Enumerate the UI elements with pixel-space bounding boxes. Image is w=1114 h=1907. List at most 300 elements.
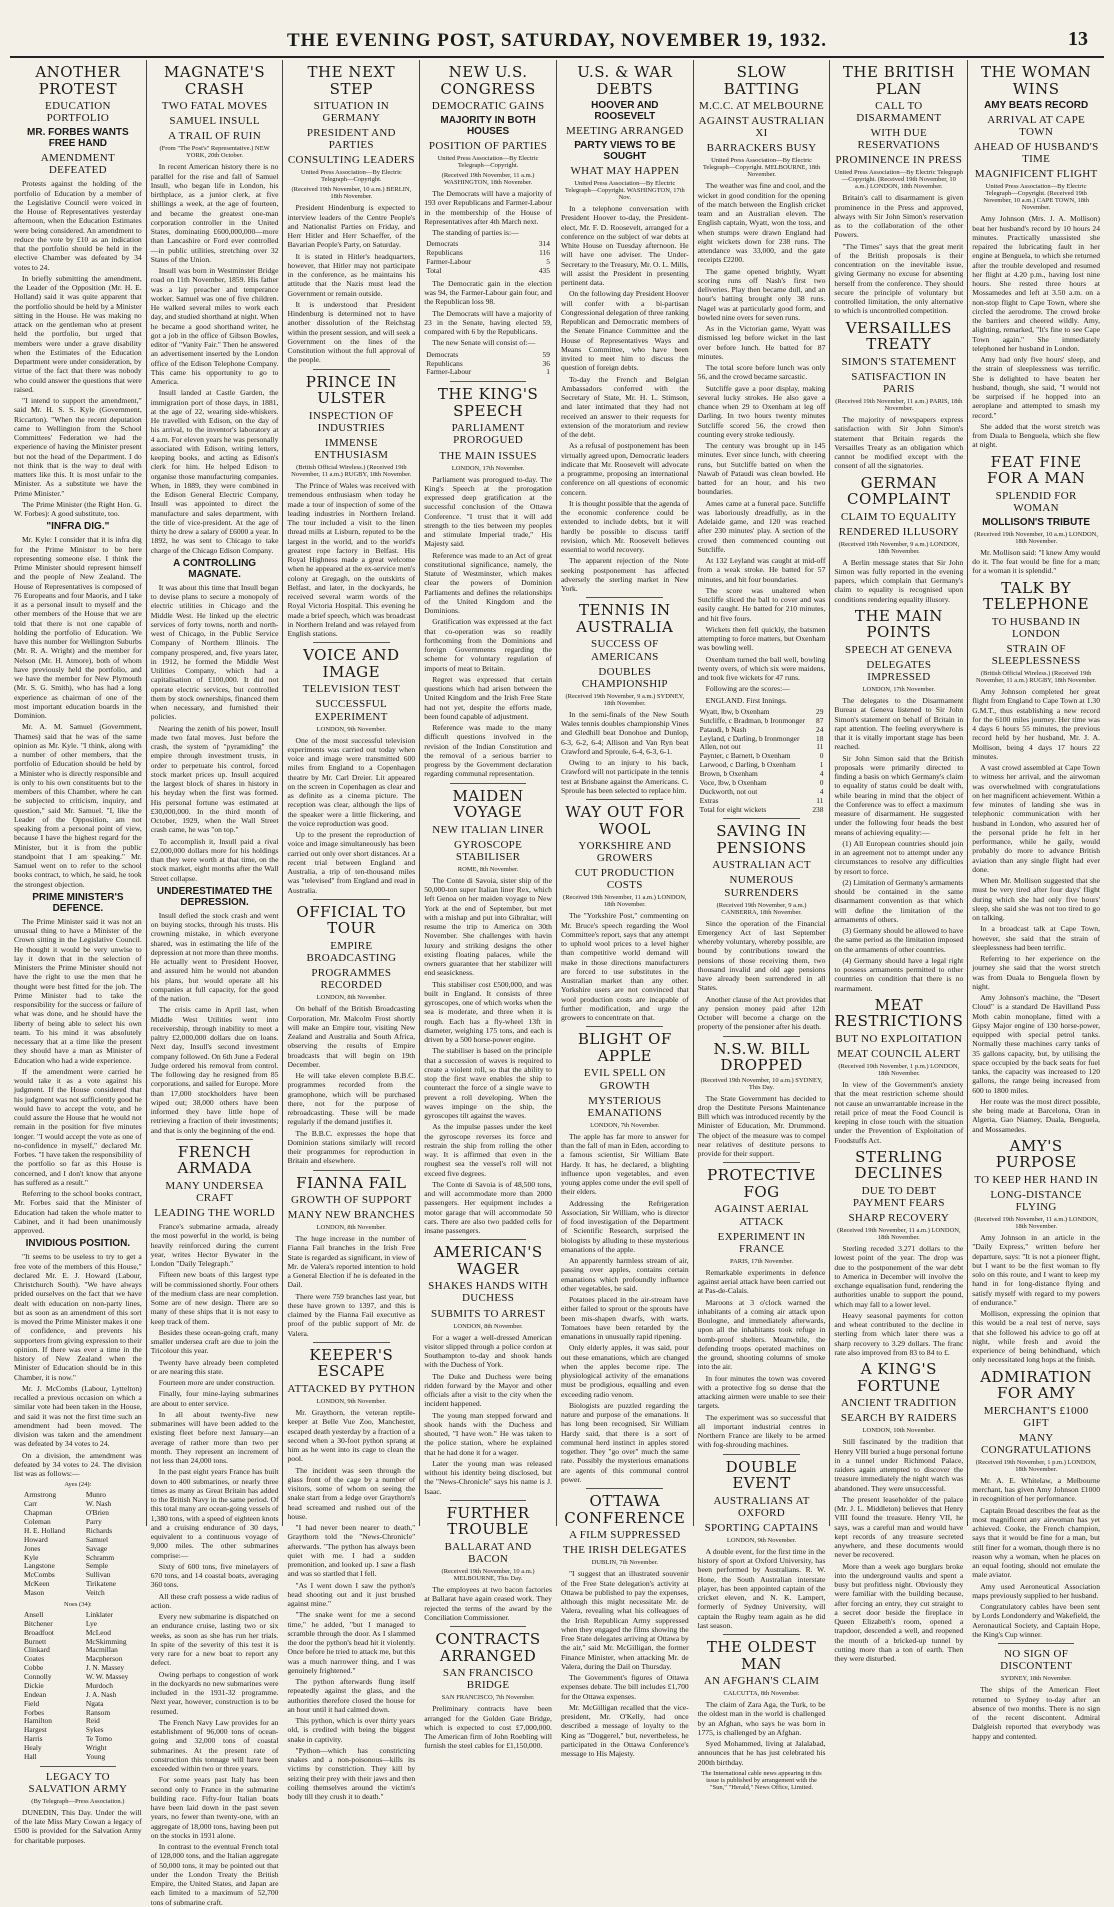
article-separator — [450, 1500, 527, 1501]
paragraph: The total score before lunch was only 56, and the crowd became sarcastic. — [697, 363, 826, 382]
subheadline: CALL TO DISARMAMENT — [856, 100, 942, 125]
paragraph: On behalf of the British Broadcasting Corporation, Mr. Malcolm Frost shortly will make an Empire tour, visiting New Zealand and Australia and South Africa, observing the results of Empire broadcasts that will begin on 19th December. — [287, 1004, 416, 1069]
headline: TALK BY TELEPHONE — [983, 578, 1090, 614]
list-item: Tirikatene — [85, 1579, 116, 1589]
paragraph: Captain Broad describes the feat as the most magnificent any airwoman has yet achieved. Cooke, the French champion, says that it would be fine for a man, but still finer for a woman, though there is no reason why a woman, when he places on an equal footing, should not emulate the male aviator. — [972, 1505, 1100, 1580]
paragraph: The employees at two bacon factories at Ballarat have again ceased work. They rejected the terms of the award by the Conciliation Commissioner. — [424, 1585, 552, 1622]
subheadline: AHEAD OF HUSBAND'S TIME — [973, 141, 1099, 166]
list-item: Macmillan — [85, 1645, 118, 1655]
dateline: LONDON, 9th November. — [726, 1536, 797, 1544]
dateline: (British Official Wireless.) (Received 19th November, 11 a.m.) RUGBY, 18th November. — [975, 670, 1097, 685]
subheadline: CLAIM TO EQUALITY — [840, 510, 957, 523]
dateline: (Received 19th November, 9 a.m.) CANBERRA, 18th November. — [716, 901, 807, 916]
paragraph: Gratification was expressed at the fact that co-operation was so readily forthcoming from the Dominions and foreign Governments regarding the scheme for voluntary regulation of imports of meat to Britain. — [424, 617, 552, 673]
paragraph: The stabiliser is based on the principle that a succession of waves is required to create a violent roll, so that the ability to stop the first wave enables the ship to counteract the force of a single wave to prevent a roll developing. When the waves impinge on the ship, the gyroscopes tilt against the waves. — [424, 1046, 552, 1121]
paragraph: This python, which is over thirty years old, is credited with being the biggest snake in captivity. — [287, 1716, 416, 1744]
masthead-rule — [10, 56, 1104, 58]
subheadline: NO SIGN OF DISCONTENT — [1000, 1648, 1073, 1673]
headline: FEAT FINE FOR A MAN — [987, 452, 1086, 488]
subheadline: TO HUSBAND IN LONDON — [991, 615, 1081, 640]
paragraph: (1) All European countries should join in an agreement not to attempt under any circumstances to resolve any difficulties by resort to force. — [834, 838, 964, 876]
paragraph: The standing of parties is:— — [432, 228, 519, 238]
article-separator — [450, 1239, 527, 1240]
list-item: Endean — [24, 1689, 47, 1699]
dateline: (Received 19th November, 11 a.m.) PARIS, 18th November. — [835, 398, 963, 412]
paragraph: To-day the French and Belgian Ambassadors conferred with the Secretary of State, Mr. H. L. Stimson, and later intimated that they had not received an answer to their requests for extension of the moratorium and review of the debt. — [560, 374, 689, 440]
table-cell: 116 — [539, 248, 550, 258]
paragraph: In a broadcast talk at Cape Town, however, she said that the strain of sleeplessness had been terrific. — [972, 924, 1100, 952]
newspaper-title: THE EVENING POST, SATURDAY, NOVEMBER 19, 1932. — [286, 30, 828, 51]
headline: OFFICIAL TO TOUR — [296, 902, 407, 938]
headline: VOICE AND IMAGE — [303, 646, 400, 681]
data-table — [424, 351, 552, 378]
headline: THE BRITISH PLAN — [842, 63, 955, 98]
paragraph: Up to the present the reproduction of voice and image simultaneously has been carried out only over short distances. At a recent trial between England and Australia, a trip of ten-thousand miles was "televised" from England and read in Australia. — [287, 830, 416, 895]
subheadline: AGAINST AERIAL ATTACK — [714, 1203, 809, 1228]
column-3 — [283, 60, 420, 1802]
section-heading: HOOVER AND ROOSEVELT — [591, 100, 659, 122]
subheadline: DEMOCRATIC GAINS — [431, 100, 545, 112]
subheadline: M.C.C. AT MELBOURNE — [699, 100, 825, 112]
table-cell: 11 — [816, 742, 824, 752]
table-cell: Democrats — [426, 239, 459, 249]
table-cell: Republicans — [426, 248, 463, 258]
paragraph: Reference was made to an Act of great constitutional significance, namely, the Statute of Westminster, which makes clear the powers of Dominion Parliaments and defines the relationships of the United Kingdom and the Dominions. — [424, 550, 552, 616]
table-cell: 11 — [816, 795, 824, 805]
subheadline: EDUCATION PORTFOLIO — [45, 100, 111, 125]
paragraph: Congratulatory cables have been sent by Lords Londonderry and Wakefield, the Aeronautical Society, and Captain Hope, the King's Cup winner. — [972, 1602, 1100, 1639]
headline: STERLING DECLINES — [854, 1147, 944, 1183]
list-item: McSkimming — [85, 1636, 127, 1646]
subheadline: ARRIVAL AT CAPE TOWN — [987, 114, 1086, 139]
article-separator — [450, 783, 527, 784]
headline: PROTECTIVE FOG — [707, 1166, 816, 1201]
paragraph: It is understood that President Hindenburg is determined not to have another dissolution of the Reichstag within the present session, and will seek a Government on the lines of the Constitution without the full approval of the people. — [287, 299, 416, 365]
paragraph: It is thought possible that the agenda of the economic conference could be extended to include debts, but it will hardly be possible to discuss tariff revision, which Mr. Roosevelt believes essential to world recovery. — [560, 498, 689, 555]
paragraph: "I had never been nearer to death," Graythorn told the "News-Chronicle" afterwards. "The python has always been quiet with me. I had a sudden premonition, and looked up. I saw a flash and was so startled that I fell. — [287, 1523, 416, 1579]
subheadline: MEAT COUNCIL ALERT — [837, 1048, 961, 1061]
data-table — [424, 240, 552, 276]
subheadline: NEW ITALIAN LINER — [432, 823, 544, 836]
subheadline: SUCCESS OF AMERICANS — [591, 638, 659, 663]
table-cell: 4 — [819, 786, 824, 796]
table-cell: Pataudi, b Nash — [699, 724, 747, 734]
table-cell: Brown, b Oxenham — [699, 769, 758, 778]
headline: U.S. & WAR DEBTS — [577, 63, 673, 98]
paragraph: Every new submarine is dispatched on an endurance cruise, lasting two or six weeks, as soon as she has run her trials. In spite of the severity of this test it is very rare for a new boat to report any defect. — [150, 1612, 279, 1668]
table-cell: 5 — [546, 257, 550, 267]
paragraph: As in the Victorian game, Wyatt was dismissed leg before wicket in the last over before lunch. He batted for 87 minutes. — [697, 324, 826, 361]
paragraph: President Hindenburg is expected to interview leaders of the Centre People's and Nationalist Parties on Friday, and Herr Hitler and Herr Schaeffer, of the Bavarian People's Party, on Saturday. — [287, 203, 416, 250]
dateline: United Press Association—By Electric Telegraph—Copyright. MELBOURNE, 18th November. — [702, 157, 821, 179]
article-separator — [586, 1488, 663, 1489]
headline: THE MAIN POINTS — [854, 606, 943, 642]
dateline: LONDON, 7th November. — [590, 1121, 660, 1129]
table-cell: 1 — [819, 760, 824, 770]
list-item: Kyle — [24, 1552, 39, 1562]
column-7 — [830, 60, 968, 1664]
paragraph: The century was brought up in 145 minutes. Ever since lunch, with cheering runs, but Sutcliffe batted on when the Nawab of Pataudi was clean bowled. He batted for an hour, and his two boundaries. — [697, 441, 826, 497]
paragraph: All these craft possess a wide radius of action. — [150, 1591, 279, 1610]
paragraph: Amy had only five hours' sleep, and the strain of sleeplessness was terrific. She is delighted to have beaten her husband, though, she said, "I would not be surprised if he hopped into an aeroplane and attempted to smash my record." — [972, 355, 1100, 420]
paragraph: Sutcliffe gave a poor display, making several lucky strokes. He also gave a chance when 29 to Oxenham at leg off Darling. In two hours twenty minutes Sutcliffe scored 56, the crowd then counting every stroke tediously. — [697, 383, 826, 439]
paragraph: Preliminary contracts have been arranged for the Golden Gate Bridge, which is expected to cost £7,000,000. The American firm of John Roebling will furnish the steel cables for £1,150,000. — [424, 1704, 552, 1751]
table-row — [424, 368, 552, 377]
subheadline: WITH DUE RESERVATIONS — [857, 127, 941, 152]
headline: VERSAILLES TREATY — [845, 318, 952, 354]
paragraph: "The Times" says that the great merit of the British proposals is their concentration on the inevitable issue, giving Germany no excuse for absenting herself from the conference. They should secure the principle of voluntary but controlled limitation, the only alternative to which is uncontrolled competition. — [834, 241, 964, 316]
article-separator — [40, 1766, 117, 1767]
list-item: Coates — [24, 1654, 45, 1664]
table-cell: 435 — [538, 266, 550, 276]
paragraph: Maroons at 3 o'clock warned the inhabitants of a coming air attack upon Boulogne, and immediately afterwards, upon all the inhabitants took refuge in bomb-proof shelters. Meanwhile, the defending troops operated machines on the ground, shooting columns of smoke into the air. — [697, 1297, 826, 1372]
article-separator — [723, 1634, 800, 1635]
list-item: Savage — [85, 1543, 108, 1553]
subheadline: SPLENDID FOR WOMAN — [995, 489, 1077, 514]
table-cell: Farmer-Labour — [426, 257, 472, 267]
subheadline: GYROSCOPE STABILISER — [454, 838, 523, 863]
subheadline: TWO FATAL MOVES — [161, 100, 268, 112]
dateline: (Received 19th November, 11 a.m.) WASHINGTON, 18th November. — [441, 172, 535, 187]
subheadline: GROWTH OF SUPPORT — [291, 1194, 412, 1206]
section-heading: UNDERESTIMATED THE DEPRESSION. — [156, 885, 273, 908]
table-cell: Extras — [699, 795, 719, 805]
list-heading: Ayes (24): — [64, 1481, 92, 1489]
division-list — [14, 1491, 142, 1598]
subheadline: DOUBLES CHAMPIONSHIP — [581, 665, 668, 690]
list-heading: Noes (34): — [64, 1600, 92, 1608]
dateline: LONDON, 8th November. — [453, 1322, 523, 1330]
list-item: Macpherson — [85, 1654, 123, 1664]
subheadline: LONG-DISTANCE FLYING — [990, 1188, 1082, 1213]
paragraph: Amy Johnson's machine, the "Desert Cloud" is a standard De Havilland Puss Moth cabin monoplane, fitted with a Gipsy Major engine of 130 horse-power, equipped with special petrol tanks. Normally these machines carry tanks of 35 gallons capacity, but, by utilising the space occupied by the back seats for fuel tanks, the capacity was increased to 120 gallons, the range being increased from 600 to 1800 miles. — [972, 993, 1100, 1095]
list-item: Te Tomo — [85, 1734, 112, 1744]
paragraph: "I suggest that an illustrated souvenir of the Free State delegation's activity at Ottawa be published to pay the expenses, although this might necessitate Mr. de Valera, revealing what his colleagues of the Irish Republican Army suppressed when they engaged the films showing the Free State delegates arriving at Ottawa by the air," said Mr. McGilligan, the former Finance Minister, when attacking Mr. de Valera, during the Dail on Thursday. — [560, 1569, 689, 1671]
headline: MAIDEN VOYAGE — [452, 786, 524, 822]
subheadline: SEARCH BY RAIDERS — [840, 1412, 957, 1425]
paragraph: In the semi-finals of the New South Wales tennis doubles championship Vines and Gledhill beat Donohoe and Dunlop, 6-3, 6-2, 6-4; Allison and Van Ryn beat Crawford and Sproule, 6-4, 6-3, 6-1. — [560, 709, 689, 756]
section-heading: MAJORITY IN BOTH HOUSES — [440, 115, 536, 138]
paragraph: The apple has far more to answer for than the fall of man in Eden, according to a famous scientist, Sir William Bate Hardy. It has, he declared, a blighting influence upon vegetables, and even young apples come under the evil spell of their elders. — [560, 1131, 689, 1197]
paragraph: The ships of the American Fleet returned to Sydney to-day after an absence of two months. There is no sign of the recent discontent. Admiral Dalgleish reported that everybody was happy and contented. — [972, 1685, 1100, 1741]
dateline: LONDON, 17th November. — [862, 686, 936, 694]
table-cell: 87 — [816, 715, 824, 725]
table-cell: 36 — [542, 358, 550, 368]
list-item: McKeen — [24, 1579, 50, 1589]
headline: SLOW BATTING — [723, 63, 800, 98]
table-cell: Voce, lbw, b Oxenham — [699, 777, 767, 787]
subheadline: MEETING ARRANGED — [566, 125, 684, 137]
headline: TENNIS IN AUSTRALIA — [576, 601, 674, 636]
subheadline: IMMENSE ENTHUSIASM — [314, 436, 389, 461]
dateline: United Press Association—By Electric Telegraph—Copyright. — [437, 155, 539, 170]
paragraph: In four minutes the town was covered with a protective fog so dense that the attacking airmen were unable to see their targets. — [697, 1373, 826, 1411]
article-separator — [723, 1454, 800, 1455]
paragraph: The python afterwards flung itself repeatedly against the glass, and the authorities therefore closed the house for an hour until it had calmed down. — [287, 1677, 416, 1714]
table-cell: 0 — [819, 777, 824, 787]
headline: SAVING IN PENSIONS — [716, 822, 807, 857]
list-item: Clinkard — [24, 1645, 50, 1655]
subheadline: NUMEROUS SURRENDERS — [724, 874, 799, 899]
paragraph: A Berlin message states that Sir John Simon was fully reported in the evening papers, which complain that Germany's claim to equality is recognised upon conditions rendering equality illusory. — [834, 557, 964, 604]
section-heading: MOLLISON'S TRIBUTE — [982, 516, 1091, 528]
list-item: Schramm — [85, 1552, 115, 1562]
paragraph: Sterling receded 3.271 dollars to the lowest point of the year. The drop was due to the postponement of the war debt to America in December will involve the exchange equalisation fund, rendering the authorities unable to support the pound, which may fall to a lower level. — [834, 1244, 964, 1309]
subheadline: YORKSHIRE AND GROWERS — [578, 840, 672, 865]
list-item: Broadfoot — [24, 1627, 54, 1637]
dateline: (Received 19th November, 1 p.m.) LONDON, 18th November. — [975, 1458, 1097, 1473]
subheadline: PRESIDENT AND PARTIES — [306, 127, 396, 152]
paragraph: The State Government has decided to drop the Destitute Persons Maintenance Bill which was introduced recently by the Minister of Education, Mr. Drummond. The object of the measure was to compel near relatives of destitute persons to provide for their support. — [697, 1093, 826, 1159]
paragraph: The Prime Minister said it was not an unusual thing to have a Minister of the Crown sitting in the Legislative Council. He thought it would be very unwise to lay it down that in the selection of Ministers the Prime Minister should not have the right to use the men that he thought were best fitted for the job. The Prime Minister had to take the responsibility for the success or failure of what was done, and he should have the liberty of being able to select his own team. To his mind it was absolutely necessary that at a time like the present they should have a man as Minister of Education who had a wide experience. — [14, 916, 142, 1065]
list-item: Munro — [85, 1490, 106, 1500]
paragraph: Mr. A. M. Samuel (Government, Thames) said that he was of the same opinion as Mr. Kyle. "I think, along with a number of other members, that the portfolio of Education should be held by a Minister who is directly responsible and is only to his own constituents but to the members of this Chamber, where he can be subjected to criticism, inquiry, and question," said Mr. Samuel. "I, like the Leader of the Opposition, am not speaking from a personal point of view, because I have the highest regard for the Minister, but it is from the public standpoint that I am speaking." Mr. Samuel went on to refer to the school books contract, to which, he said, he took the strongest objection. — [14, 722, 142, 889]
paragraph: The Democrats will have a majority of 193 over Republicans and Farmer-Labour in the membership of the House of Representatives after 4th March next. — [424, 189, 552, 226]
headline: AMY'S PURPOSE — [995, 1136, 1077, 1172]
paragraph: In the past eight years France has built down to 400 submarines, or nearly three times as many as Great Britain has added to the British Navy in the same period. Of this total many are ocean-going vessels of 1,380 tons, with a speed of eighteen knots and a cruising endurance of 30 days, equivalent to a continuous voyage of 9,000 miles. The other submarines comprise:— — [150, 1467, 279, 1560]
article-separator — [586, 799, 663, 800]
dateline: LONDON, 10th November. — [862, 1427, 936, 1435]
table-cell: Larwood, c Darling, b Oxenham — [699, 760, 796, 770]
dateline: United Press Association—By Electric Telegraph—Copyright. (Received 19th November, 10 a.m.) LONDON, 18th November. — [834, 169, 963, 191]
table-cell: Allen, not out — [699, 742, 741, 752]
subheadline: POSITION OF PARTIES — [428, 140, 548, 153]
paragraph: Finally, four mine-laying submarines are about to enter service. — [150, 1389, 279, 1408]
paragraph: The Prince of Wales was received with tremendous enthusiasm when today he made a tour of inspection of some of the leading industries in Northern Ireland. The tour included a visit to the linen thread mills at Lisburn, reputed to be the largest in the world, and to the world's greatest rope factory in Belfast. His Royal Highness made a great welcome when he appeared at the ex-service men's colony at Gregagh, on the outskirts of Belfast, and later, in the dockyards, he received several warm words of the Royal Victoria Hospital. This evening he made a brief speech, which was broadcast in Northern Ireland and was relayed from English stations. — [287, 481, 416, 639]
dateline: (Received 19th November, 9 a.m.) LONDON, 18th November. — [838, 540, 960, 555]
paragraph: Syed Mohammed, living at Jalalabad, announces that he has just celebrated his 200th birthday. — [697, 1739, 826, 1767]
headline: BLIGHT OF APPLE — [577, 1030, 672, 1065]
subheadline: EXPERIMENT IN FRANCE — [717, 1230, 806, 1255]
list-item: Burnett — [24, 1636, 47, 1646]
table-cell: Total for eight wickets — [699, 804, 767, 814]
section-heading: "INFRA DIG." — [46, 521, 110, 533]
paragraph: The Duke and Duchess were being ridden forward by the Mayor and other officials after a visit to the city when the incident happened. — [424, 1371, 552, 1409]
paragraph: The weather was fine and cool, and the wicket in good condition for the opening of the match between the English cricket team and an Australian eleven. The English captain, Wyatt, won the toss, and when stumps were drawn England had eight wickets down for 238 runs. The attendance was 33,000, and the gate receipts £2200. — [697, 181, 826, 265]
column-8 — [968, 60, 1104, 1741]
dateline: DUBLIN, 7th November. — [591, 1559, 659, 1567]
subheadline: INSPECTION OF INDUSTRIES — [308, 409, 394, 434]
paragraph: "Python—which has constricting snakes and a non-poisonous—kills its victims by constriction. They kill by seizing their prey with their jaws and then coiling themselves around the victim's body till they crush it to death." — [287, 1745, 416, 1802]
paragraph: France's submarine armada, already the most powerful in the world, is being heavily reinforced during the current year, writes Hector Bywater in the London "Daily Telegraph." — [150, 1222, 279, 1269]
paragraph: The Conte di Savoia, sister ship of the 50,000-ton super Italian liner Rex, which left Genoa on her maiden voyage to New York at the end of September, but met with a mishap and put into Gibraltar, will resume the trip to America on 30th November. She challenges with havin luxury and striking designs the other existing floating palaces, while the owners guarantee that her stabilizer will end seasickness. — [424, 875, 552, 978]
table-cell: Leyland, c Darling, b Ironmonger — [699, 733, 800, 743]
paragraph: The French Navy Law provides for an establishment of 96,000 tons of ocean-going and 32,000 tons of coastal submarines. At the present rate of construction this tonnage will have been exceeded within two or three years. — [150, 1717, 279, 1774]
paragraph: Insull landed at Castle Garden, the immigration port of those days, in 1881, at the age of 22, wearing side-whiskers. He travelled with Edison, on the day of his arrival, to the inventor's laboratory at 4 a.m. For eleven years he was personally associated with Edison, writing letters, keeping books, and acting as Edison's clerk for him. He helped Edison to organise those manufacturing companies. When, in 1889, they were combined in the Edison General Electric Company, Insull was appointed to direct the manufacture and sales department, with the title of vice-president. At the age of thirty he drew a salary of £6000 a year. In 1892, he was sent to Chicago to take charge of the Chicago Edison Company. — [150, 388, 279, 555]
paragraph: Another clause of the Act provides that any pension money paid after 12th October will become a charge on the property of the pensioner after his death. — [697, 994, 826, 1032]
page-number: 13 — [1068, 28, 1088, 50]
subheadline: LEGACY TO SALVATION ARMY — [28, 1770, 128, 1795]
subheadline: AUSTRALIANS AT OXFORD — [713, 1494, 810, 1519]
paragraph: Addressing the Refrigeration Association, Sir William, who is director of food investigation of the Department of Scientific Research, surprised the biologists by alluding to these mysterious emanations of the apple. — [560, 1198, 689, 1254]
list-item: Chapman — [24, 1508, 53, 1518]
paragraph: The score was unaltered when Sutcliffe sliced the ball to cover and was easily caught. He batted for 210 minutes, and hit five fours. — [697, 585, 826, 623]
subheadline: MAGNIFICENT FLIGHT — [974, 168, 1098, 181]
dateline: (Received 19th November, 10 a.m.) SYDNEY, This Day. — [700, 1076, 823, 1091]
article-separator — [176, 1139, 253, 1140]
dateline: (Received 19th November, 9 a.m.) SYDNEY, 18th November. — [565, 692, 685, 707]
paragraph: There were 759 branches last year, but these have grown to 1397, and this is claimed by the Fianna Fail executive as proof of the public support of Mr. de Valera. — [287, 1291, 416, 1338]
article-separator — [586, 597, 663, 598]
paragraph: In view of the Government's anxiety that the meat restriction scheme should not cause an unwarrantable increase in the retail price of meat the Food Council is keeping in close touch with the situation under the Prevention of Exploitation of Foodstuffs Act. — [834, 1080, 964, 1145]
headline: THE KING'S SPEECH — [437, 385, 539, 420]
paragraph: In briefly submitting the amendment, the Leader of the Opposition (Mr. H. E. Holland) said it was quite apparent that the portfolio should be held by a Minister sitting in the House. He was making no attack on the gentleman who at present held the portfolio, but urged that members were under a grave disability when the Estimates of the Education Department were under consideration, by virtue of the fact that there was nobody who could answer the questions that were raised. — [14, 273, 142, 394]
paragraph: Owing to an injury to his back, Crawford will not participate in the tennis test at Brisbane against the Americans. C. Sproule has been selected to replace him. — [560, 758, 689, 795]
table-cell: Republicans — [426, 358, 463, 368]
subheadline: BARRACKERS BUSY — [706, 142, 817, 155]
paragraph: The huge increase in the number of Fianna Fail branches in the Irish Free State is regarded as significant, in view of Mr. de Valera's reported intention to hold a General Election if he is defeated in the Dail. — [287, 1234, 416, 1290]
subheadline: A FILM SUPPRESSED — [569, 1529, 681, 1542]
dateline: LONDON, 9th November. — [316, 1398, 386, 1406]
paragraph: A vast crowd assembled at Cape Town to witness her arrival, and the airwoman was overwhelmed with congratulations on her magnificent achievement. Within a few minutes of landing she was in telephonic communication with her husband in London, who assured her of the personal pride he felt in her performance, while he gaily, would probably do more to advance British aviation than any single flight had ever done. — [972, 763, 1100, 874]
list-item: O'Brien — [85, 1508, 109, 1518]
list-item: Forbes — [24, 1707, 45, 1717]
paragraph: Potatoes placed in the air-stream have either failed to sprout or the sprouts have been mis-shapen dwarfs, with warts. Tomatoes have been retarded by the emanations in unusually rapid ripening. — [560, 1295, 689, 1342]
list-item: Hargest — [24, 1725, 47, 1735]
paragraph: The delegates to the Disarmament Bureau at Geneva listened to Sir John Simon's statement on behalf of Britain in rapt attention. The feeling everywhere is that it is vitally important stage has been reached. — [834, 696, 964, 752]
subheadline: CONSULTING LEADERS — [287, 154, 415, 167]
table-cell: Total — [426, 266, 442, 276]
paragraph: He will take eleven complete B.B.C. programmes recorded from the gramophone, which will be purchased there, not for the purpose of rebroadcasting. These will be made regularly if the demand justifies it. — [287, 1071, 416, 1127]
list-item: Sykes — [85, 1725, 104, 1735]
table-cell: 1 — [546, 367, 550, 377]
list-item: Hall — [24, 1751, 37, 1761]
paragraph: On the following day President Hoover will confer with a bi-partisan Congressional delegation of three ranking Republican and Democratic members of the Senate Finance Committee and the House of Representatives Ways and Means Committee, who have been invited to meet him to discuss the question of foreign debts. — [560, 289, 689, 373]
subheadline: SIMON'S STATEMENT — [841, 355, 957, 368]
subheadline: BALLARAT AND BACON — [444, 1540, 532, 1565]
headline: PRINCE IN ULSTER — [305, 372, 397, 408]
subheadline: PROGRAMMES RECORDED — [311, 967, 392, 992]
subheadline: CUT PRODUCTION COSTS — [574, 867, 675, 892]
list-item: Murdoch — [85, 1680, 113, 1690]
paragraph: Insull was born in Westminster Bridge road on 11th November, 1859. His father was a lay preacher and temperance worker. Samuel was one of five children. He walked several miles to work each day, and studied shorthand at night. When he became a good shorthand writer, he got a job in the office of Gibson Bowles, editor of "Vanity Fair." Then he answered an advertisement inserted by the London office of the Edison Telephone Company. This came his opportunity to go to America. — [150, 266, 279, 387]
section-heading: A CONTROLLING MAGNATE. — [173, 557, 257, 580]
headline: DOUBLE EVENT — [725, 1457, 798, 1493]
dateline: (By Telegraph—Press Association.) — [31, 1797, 125, 1805]
paragraph: Mollison, expressing the opinion that this would be a real test of nerve, says that she followed his advice to go off at night, while fresh and avoid the experience of being behindhand, which only necessitated long hops at the finish. — [972, 1309, 1100, 1365]
paragraph: The Government's figures of Ottawa expenses debate. The bill includes £1,700 for the Ottawa expenses. — [560, 1673, 689, 1701]
list-item: Linklater — [85, 1609, 113, 1619]
subheadline: DUE TO DEBT PAYMENT FEARS — [852, 1184, 945, 1209]
section-heading: AMY BEATS RECORD — [984, 100, 1089, 111]
list-item: Reid — [85, 1716, 100, 1726]
dateline: LONDON, 8th November. — [316, 994, 386, 1002]
table-cell: 0 — [819, 751, 824, 761]
paragraph: Mr. J. McCombs (Labour, Lyttelton) recalled a previous occasion on which a similar vote had been taken in the House, and said it was not the first time such an amendment had been moved. The division was taken and the amendment was defeated by 34 votes to 24. — [14, 1383, 142, 1449]
paragraph: "I intend to support the amendment," said Mr. H. S. S. Kyle (Government, Riccarton). "When the recent deputation came to Wellington from the School Committees' Federation we had the experience of having the Minister present but not the head of the Department. I do not think that is the way to deal with matters like this. It is most unfair to the Minister. As a substitute we have the Prime Minister." — [14, 396, 142, 498]
table-cell: Democrats — [426, 349, 459, 359]
dateline: LONDON, 17th November. — [451, 464, 525, 472]
dateline: LONDON, 9th November. — [316, 725, 386, 733]
paragraph: (3) Germany should be allowed to have the same period as the limitation imposed on the armaments of other countries. — [834, 926, 964, 954]
table-cell: Duckworth, not out — [699, 786, 758, 796]
list-item: H. E. Holland — [24, 1525, 66, 1535]
article-separator — [723, 1162, 800, 1163]
paragraph: The Democratic gain in the election was 94, the Farmer-Labour gain four, and the Republican loss 98. — [424, 278, 552, 307]
dateline: ROME, 8th November. — [457, 865, 519, 873]
headline: FURTHER TROUBLE — [446, 1503, 530, 1539]
subheadline: MYSTERIOUS EMANATIONS — [587, 1094, 663, 1119]
paragraph: In recent American history there is no parallel for the rise and fall of Samuel Insull, who began life in London, his birthplace, as a junior clerk, at five shillings a week, at the age of fourteen, and became the greatest one-man corporation controller in the United States, dominating £600,000,000—more than Lancashire or Ford ever controlled—in public utilities, stretching over 32 States of the Union. — [150, 162, 279, 264]
paragraph: Following are the scores:— — [705, 684, 790, 694]
subheadline: AMENDMENT DEFEATED — [40, 152, 115, 177]
subheadline: SAN FRANCISCO BRIDGE — [442, 1667, 534, 1692]
list-item: Field — [24, 1698, 40, 1708]
paragraph: Amy used Aeroneutical Association maps previously supplied to her husband. — [972, 1581, 1100, 1600]
list-item: Jones — [24, 1543, 41, 1553]
table-row — [424, 267, 552, 276]
list-item: J. A. Nash — [85, 1689, 117, 1699]
headline: THE WOMAN WINS — [980, 63, 1092, 98]
paragraph: Amy Johnson in an article in the "Daily Express," written before her departure, says: "It is not a pioneer flight, but I want to be the first woman to fly solo on this route, and I want to keep my hand in for long-distance flying and satisfy myself with regard to my powers of endurance." — [972, 1233, 1100, 1307]
table-cell: 29 — [816, 706, 824, 716]
paragraph: To accomplish it, Insull paid a rival £2,000,000 dollars more for his holdings than they were worth at that time, on the stock market, eight months after the Wall Street collapse. — [150, 836, 279, 883]
paragraph: Regret was expressed that certain questions which had arisen between the United Kingdom and the Irish Free State had not yet, despite the efforts made, been found capable of adjustment. — [424, 674, 552, 721]
paragraph: Insull defied the stock crash and went on buying stocks, through his trusts. His crowning mistake, in which everyone shared, was in estimating the life of the depression at not more than three months. He actually went to President Hoover, and assured him he would not abandon his plans, but would operate all his companies at full capacity, for the good of the nation. — [150, 910, 279, 1004]
table-cell: 4 — [819, 769, 824, 778]
list-item: Connolly — [24, 1672, 52, 1681]
subheadline: A TRAIL OF RUIN — [168, 130, 261, 143]
list-item: Hamilton — [24, 1716, 52, 1726]
subheadline: EVIL SPELL ON GROWTH — [583, 1067, 666, 1092]
section-heading: MR. FORBES WANTS FREE HAND — [27, 127, 129, 150]
list-item: Lye — [85, 1618, 97, 1628]
headline: MAGNATE'S CRASH — [164, 63, 266, 98]
subheadline: TO KEEP HER HAND IN — [974, 1173, 1098, 1186]
list-item: Howard — [24, 1534, 48, 1544]
dateline: (From "The Post's" Representative.) NEW YORK, 20th October. — [159, 145, 270, 160]
headline: ADMIRATION FOR AMY — [980, 1367, 1093, 1403]
article-separator — [998, 1643, 1075, 1644]
subheadline: BUT NO EXPLOITATION — [835, 1032, 963, 1045]
paragraph: The Conte di Savoia is of 48,500 tons, and will accommodate more than 2000 passengers. Her equipment includes a motor garage that will accommodate 50 cars. There are also two padded cells for insane passengers. — [424, 1179, 552, 1236]
dateline: (Received 19th November, 10 a.m.) MELBOURNE, This Day. — [441, 1568, 535, 1583]
list-item: Sullivan — [85, 1570, 111, 1580]
article-separator — [723, 818, 800, 819]
subheadline: MANY CONGRATULATIONS — [981, 1431, 1092, 1456]
paragraph: The game opened brightly, Wyatt scoring runs off Nash's first two deliveries. Play then became dull, and an hour's batting brought only 38 runs. Nagel was at particularly good form, and bowled nine overs for seven runs. — [697, 266, 826, 322]
subheadline: MANY NEW BRANCHES — [287, 1209, 415, 1222]
table-cell: 18 — [816, 733, 824, 743]
paragraph: Mr. Kyle: I consider that it is infra dig for the Prime Minister to be here representing someone else. I think the Prime Minister should represent himself and the people of New Zealand. The House of Representatives is composed of 76 Europeans and four Maoris, and I take it as a personal insult to myself and the other members of the House that we are told that there is not one capable of holding the portfolio of Education. We have this number for Wellington Suburbs (Mr. R. A. Wright) and the member for Nelson (Mr. H. Atmore), both of whom have previously held the portfolio, and we have the member for New Plymouth (Mr. S. G. Smith), who has had a long experience as chairman of one of the most important education boards in the Dominion. — [14, 535, 142, 721]
subheadline: RENDERED ILLUSORY — [838, 525, 959, 538]
article-separator — [313, 1170, 390, 1171]
subheadline: SATISFACTION IN PARIS — [851, 370, 947, 395]
list-item: Bitchener — [24, 1618, 53, 1628]
paragraph: The Prime Minister (the Right Hon. G. W. Forbes): A good substitute, too. — [14, 499, 142, 519]
subheadline: DELEGATES IMPRESSED — [866, 659, 932, 684]
paragraph: The B.B.C. expresses the hope that Dominion stations similarly will record their programmes for reproduction in Britain and elsewhere. — [287, 1128, 416, 1166]
list-item: Coleman — [24, 1517, 51, 1526]
paragraph: One of the most successful television experiments was carried out today when voice and image were transmitted 600 miles from England to a Copenhagen theatre by Mr. Carl Dreier. Lit appeared on the screen in Copenhagen as clear and as definite as a cinema picture. The reception was clear, although the lips of the speaker were a little flickering, and the voice reproduction was good. — [287, 735, 416, 828]
dateline: SYDNEY, 18th November. — [1000, 1675, 1072, 1683]
headline: MEAT RESTRICTIONS — [834, 995, 964, 1031]
headline: NEW U.S. CONGRESS — [440, 63, 536, 98]
subheadline: ANCIENT TRADITION — [841, 1397, 957, 1410]
column-2 — [147, 60, 284, 1907]
dateline: (Received 19th November, 11 a.m.) LONDON, 18th November. — [563, 894, 687, 909]
paragraph: A double event, for the first time in the history of sport at Oxford University, has been performed by Australians. R. W. Hone, the South Australian interstate player, has been appointed captain of the cricket eleven, and N. K. Lampert, formerly of Sydney University, will captain the Rugby team again as he did last season. — [697, 1546, 826, 1630]
paragraph: "The snake went for me a second time," he added, "but I managed to scramble through the door. As I slammed the door the python's head hit it violently. Once before he tried to attack me, but this was a much narrower thing, and I was genuinely frightened." — [287, 1610, 416, 1675]
paragraph: Fourteen more are under construction. — [158, 1378, 275, 1388]
paragraph: Still fascinated by the tradition that Henry VIII buried a huge personal fortune in a tunnel under Richmond Palace, raiders again attempted to discover the treasure immediately the night watch was abandoned. They were unsuccessful. — [834, 1437, 964, 1493]
paragraph: The Democrats will have a majority of 23 in the Senate, having elected 59, compared with 6 by the Republicans. — [424, 308, 552, 337]
headline: FIANNA FAIL — [296, 1173, 407, 1192]
subheadline: SHARP RECOVERY — [848, 1212, 950, 1225]
paragraph: It is stated in Hitler's headquarters, however, that Hitler may not participate in the conference, as he maintains his attitude that the Nazis must lead the Government or remain outside. — [287, 251, 416, 298]
paragraph: An apparently harmless stream of air, passing over apples, contains certain emanations which profoundly influence other vegetables, he said. — [560, 1256, 689, 1293]
subheadline: SUCCESSFUL EXPERIMENT — [315, 698, 388, 723]
